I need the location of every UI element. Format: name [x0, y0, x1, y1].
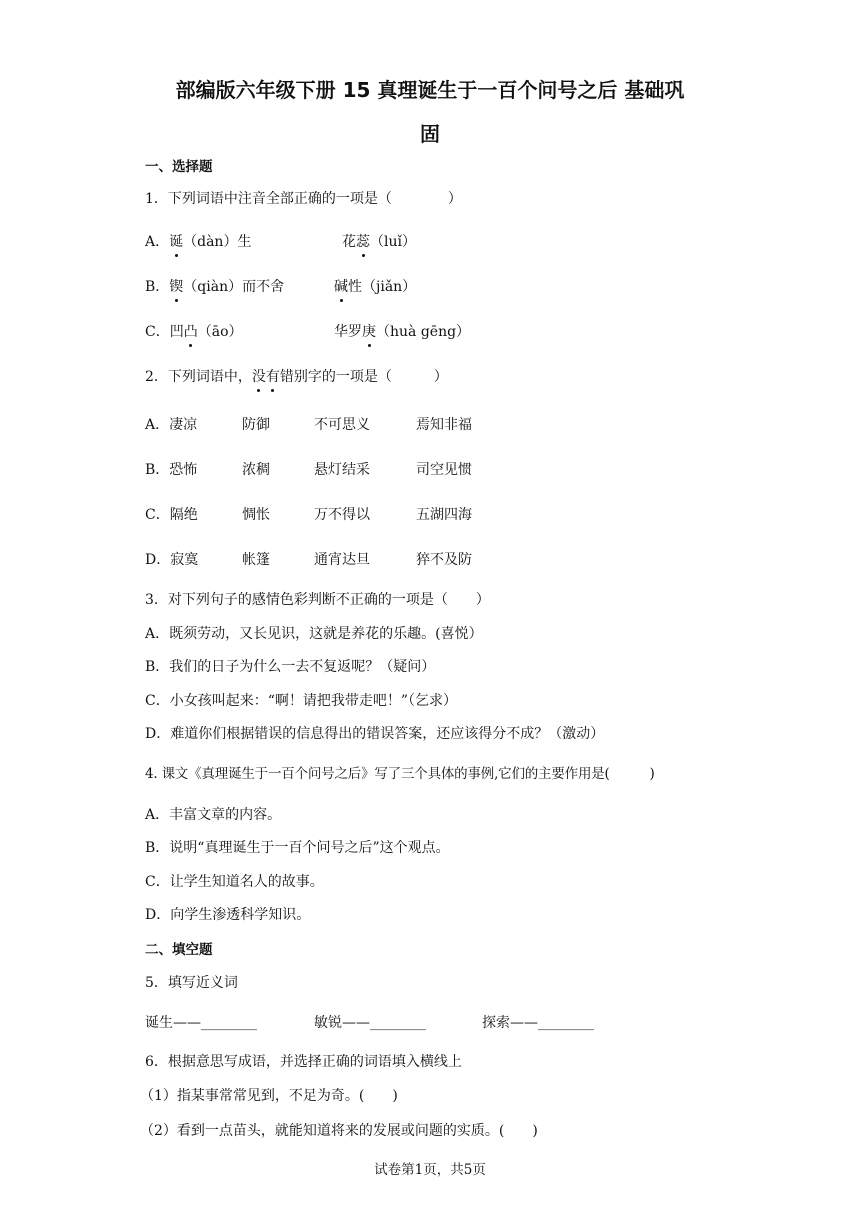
question-2-stem: 2．下列词语中，没有错别字的一项是（ ）	[145, 369, 448, 385]
question-3-option-a[interactable]: A．既须劳动，又长见识，这就是养花的乐趣。(喜悦）	[145, 626, 483, 642]
option-label: C．	[145, 324, 170, 340]
dotted-char: 碱	[334, 279, 348, 295]
question-4-option-c[interactable]: C．让学生知道名人的故事。	[145, 874, 324, 890]
question-1-option-b-word2: 碱性（jiǎn）	[334, 279, 417, 295]
question-6-sub-2[interactable]: （2）看到一点苗头，就能知道将来的发展或问题的实质。( )	[140, 1123, 538, 1139]
page-title-line2: 固	[420, 122, 440, 146]
page-footer: 试卷第1页，共5页	[374, 1162, 486, 1178]
dotted-char: 凸	[183, 324, 198, 340]
page-title-line1: 部编版六年级下册 15 真理诞生于一百个问号之后 基础巩	[175, 78, 685, 102]
question-4-stem: 4. 课文《真理诞生于一百个问号之后》写了三个具体的事例,它们的主要作用是( )	[145, 766, 655, 782]
exam-page: 部编版六年级下册 15 真理诞生于一百个问号之后 基础巩 固 一、选择题 1．下列词语中注音全部正确的一项是（ ） A．诞（dàn）生 花蕊（luǐ） B．锲（qiàn）而不舍 碱性（jiǎn） C．凹凸（āo） 华罗庚（huà gēng） 2．下列词语中，没有错别字的一项是（ ） A．凄凉 防御 不可思义 焉知非福 B．恐怖 浓稠 悬灯结采 司空见惯 C．隔绝 惆怅 万不得以 五湖四海 D．寂寞 帐篷 通宵达旦 猝不及防 3．对下列句子的感情色彩判断不正确的一项是（ ） A．既须劳动，又长见识，这就是养花的乐趣。(喜悦） B．我们的日子为什么一去不复返呢？（疑问） C．小女孩叫起来：“啊！请把我带走吧！”（乞求） D．难道你们根据错误的信息得出的错误答案，还应该得分不成？（激动） 4. 课文《真理诞生于一百个问号之后》写了三个具体的事例,它们的主要作用是( ) A．丰富文章的内容。 B．说明“真理诞生于一百个问号之后”这个观点。 C．让学生知道名人的故事。 D．向学生渗透科学知识。 二、填空题 5．填写近义词 诞生——________ 敏锐——________ 探索——________ 6．根据意思写成语，并选择正确的词语填入横线上 （1）指某事常常见到，不足为奇。( ) （2）看到一点苗头，就能知道将来的发展或问题的实质。( ) 试卷第1页，共5页	[0, 0, 860, 1216]
question-3-option-b[interactable]: B．我们的日子为什么一去不复返呢？（疑问）	[145, 659, 436, 675]
question-1-option-c-word2: 华罗庚（huà gēng）	[334, 324, 471, 340]
question-3-option-d[interactable]: D．难道你们根据错误的信息得出的错误答案，还应该得分不成？（激动）	[145, 726, 605, 742]
question-1-stem: 1．下列词语中注音全部正确的一项是（ ）	[145, 191, 462, 207]
question-4-option-a[interactable]: A．丰富文章的内容。	[145, 807, 282, 823]
question-5-blank-1[interactable]: 诞生——________	[145, 1015, 257, 1031]
question-1-option-a[interactable]: A．诞（dàn）生	[145, 234, 252, 250]
question-5-stem: 5．填写近义词	[145, 975, 238, 991]
dotted-char: 有	[265, 369, 280, 385]
question-6-stem: 6．根据意思写成语，并选择正确的词语填入横线上	[145, 1054, 462, 1070]
dotted-char: 诞	[169, 234, 184, 250]
option-label: A．	[145, 234, 170, 250]
question-4-option-b[interactable]: B．说明“真理诞生于一百个问号之后”这个观点。	[145, 840, 450, 856]
question-6-sub-1[interactable]: （1）指某事常常见到，不足为奇。( )	[140, 1088, 398, 1104]
question-1-option-c[interactable]: C．凹凸（āo）	[145, 324, 243, 340]
question-5-blank-3[interactable]: 探索——________	[482, 1015, 594, 1031]
question-3-stem: 3．对下列句子的感情色彩判断不正确的一项是（ ）	[145, 592, 490, 608]
dotted-char: 没	[251, 369, 266, 385]
dotted-char: 庚	[362, 324, 376, 340]
question-3-option-c[interactable]: C．小女孩叫起来：“啊！请把我带走吧！”（乞求）	[145, 693, 458, 709]
section-heading-choice: 一、选择题	[145, 159, 213, 175]
dotted-char: 锲	[169, 279, 184, 295]
option-label: B．	[145, 279, 170, 295]
question-1-option-b[interactable]: B．锲（qiàn）而不舍	[145, 279, 285, 295]
question-1-option-a-word2: 花蕊（luǐ）	[342, 234, 416, 250]
dotted-char: 蕊	[356, 234, 370, 250]
section-heading-fill: 二、填空题	[145, 942, 213, 958]
question-4-option-d[interactable]: D．向学生渗透科学知识。	[145, 907, 311, 923]
question-5-blank-2[interactable]: 敏锐——________	[314, 1015, 426, 1031]
